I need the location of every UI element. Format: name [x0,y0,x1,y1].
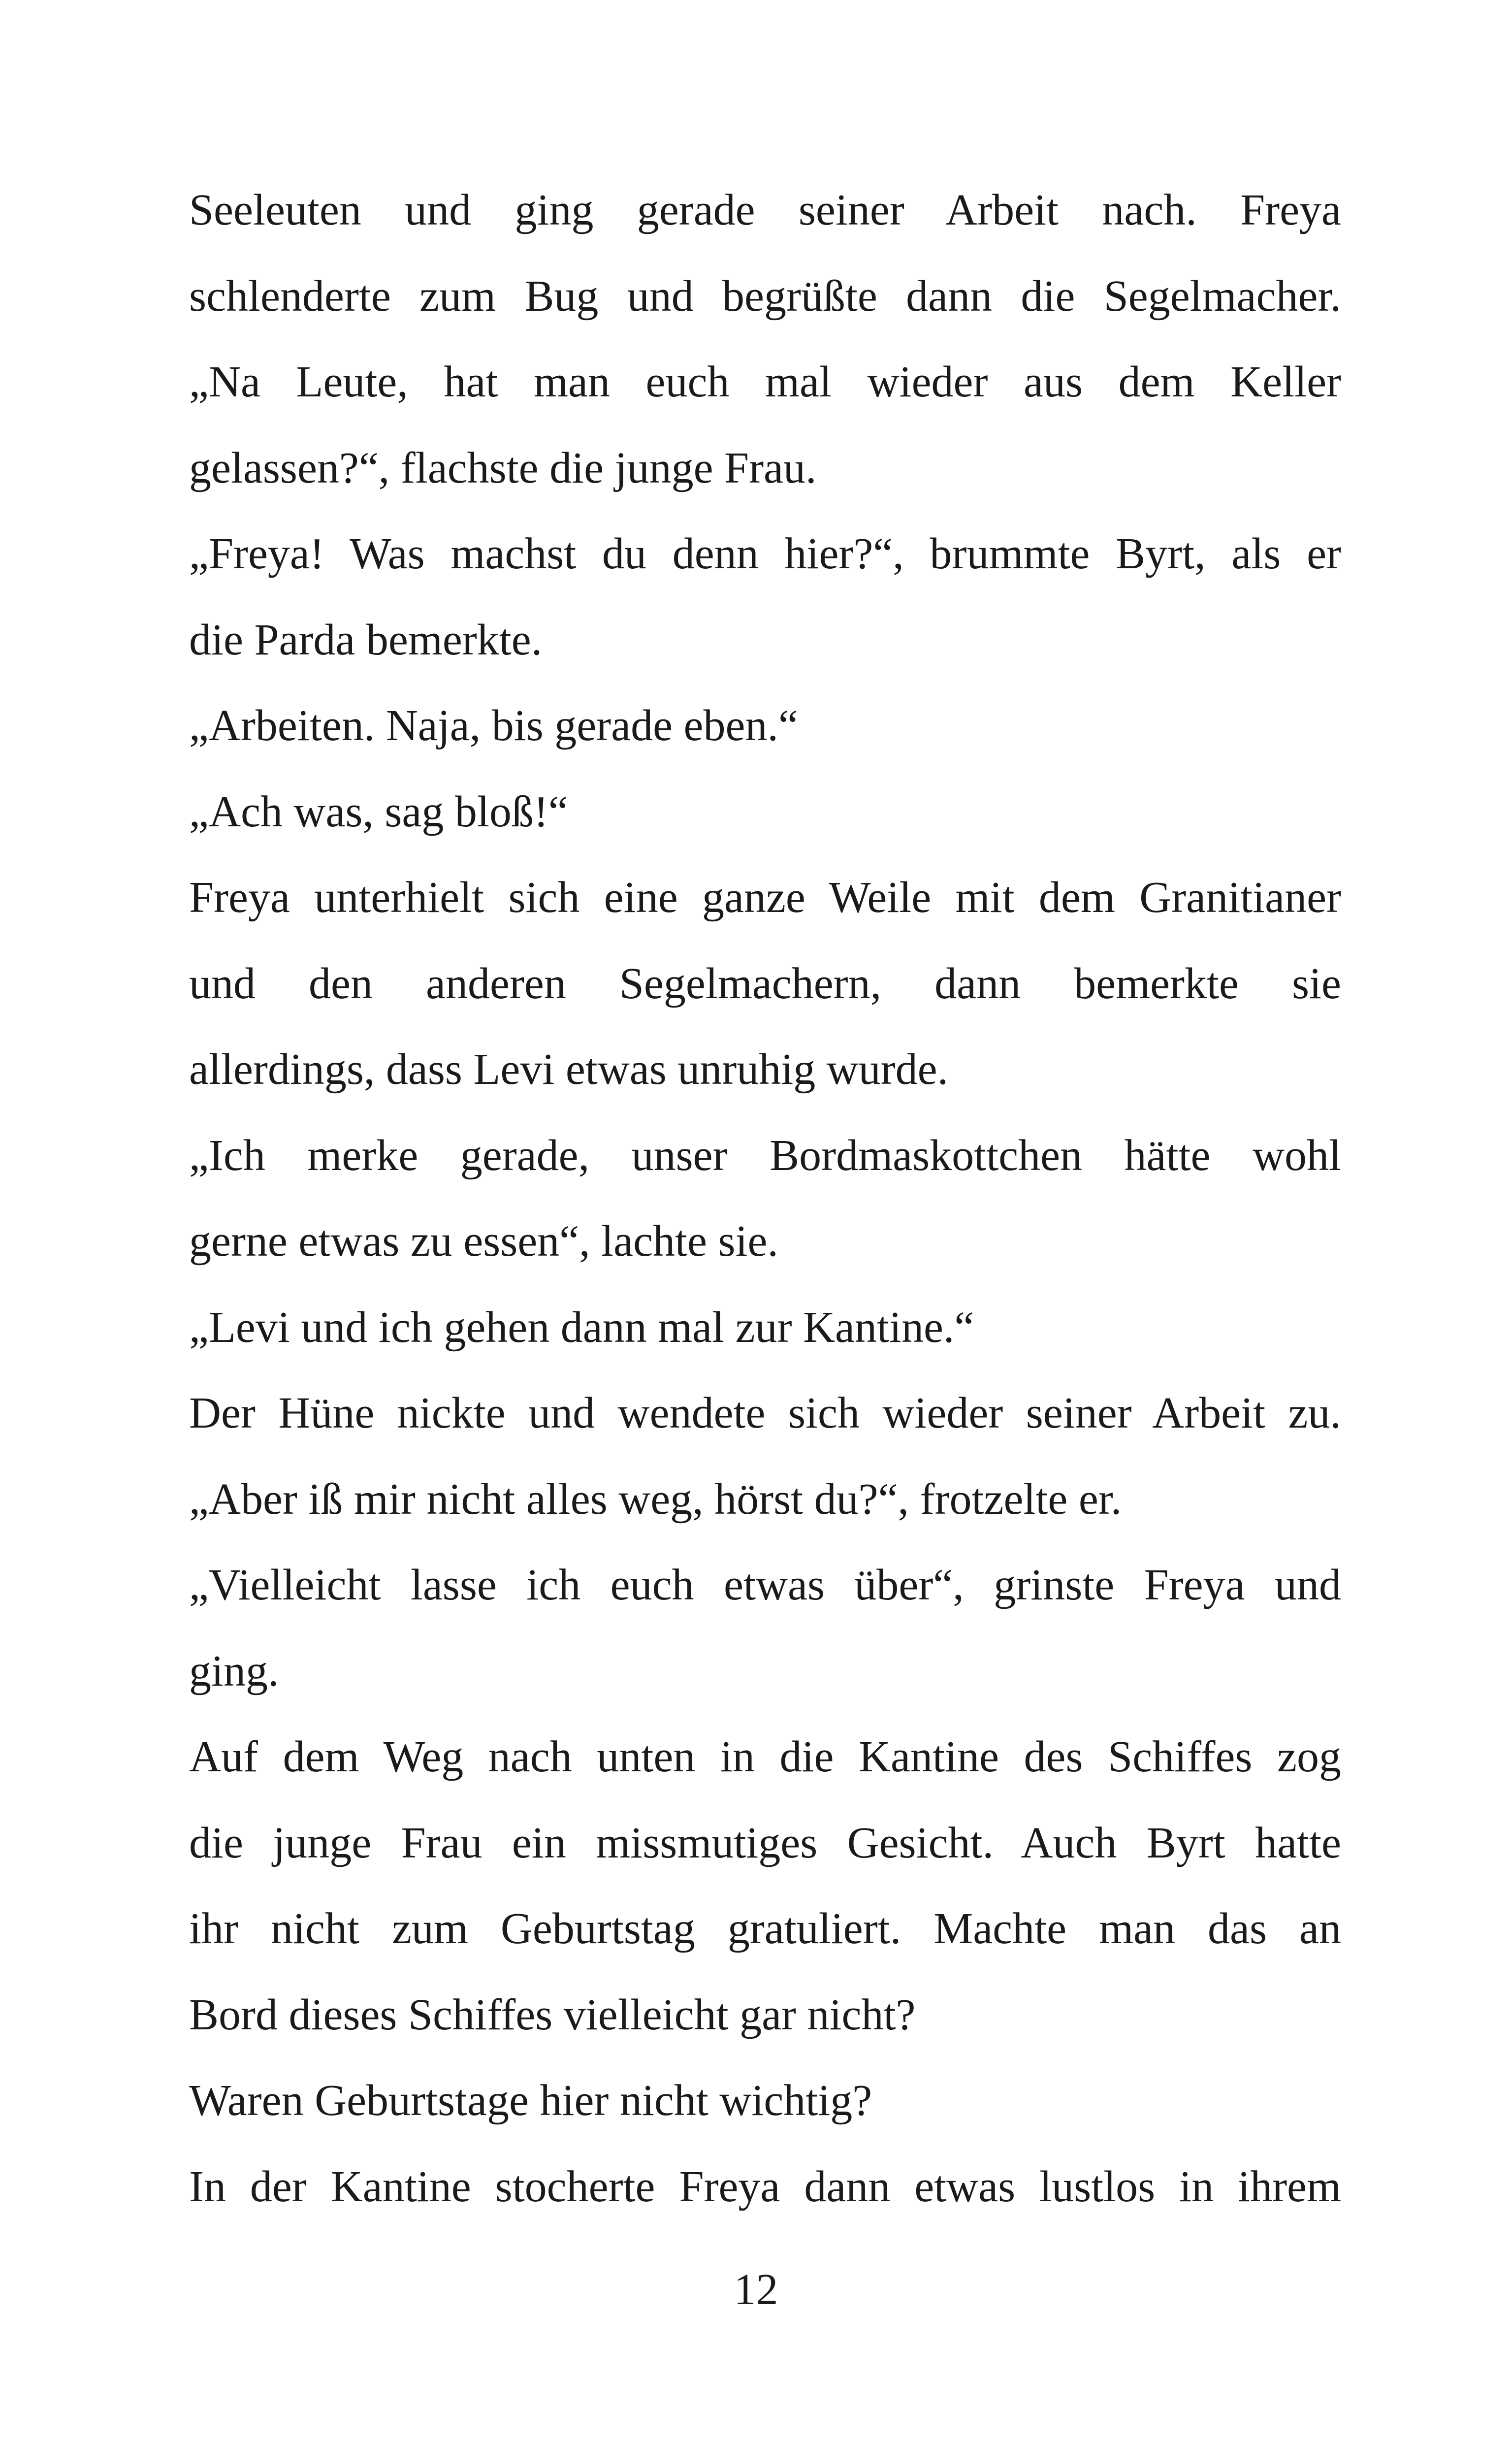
text-line-20: die junge Frau ein missmutiges Gesicht. Auch Byrt hatte [189,1818,1341,1867]
text-line-22: Bord dieses Schiffes vielleicht gar nicht? [189,1990,916,2039]
text-line-23: Waren Geburtstage hier nicht wichtig? [189,2076,872,2125]
text-line-2: schlenderte zum Bug und begrüßte dann die Segelmacher. [189,271,1341,321]
page-number: 12 [734,2265,778,2314]
text-line-4: gelassen?“, flachste die junge Frau. [189,443,817,492]
text-line-1: Seeleuten und ging gerade seiner Arbeit nach. Freya [189,186,1341,234]
text-line-3: „Na Leute, hat man euch mal wieder aus dem Keller [189,358,1341,406]
text-line-13: gerne etwas zu essen“, lachte sie. [189,1217,778,1266]
text-line-17: „Vielleicht lasse ich euch etwas über“, grinste Freya und [189,1561,1341,1609]
text-line-7: „Arbeiten. Naja, bis gerade eben.“ [189,701,798,750]
text-line-9: Freya unterhielt sich eine ganze Weile mit dem Granitianer [189,873,1341,922]
text-line-15: Der Hüne nickte und wendete sich wieder seiner Arbeit zu. [189,1389,1341,1437]
body-text [189,167,1341,2230]
text-line-24: In der Kantine stocherte Freya dann etwas lustlos in ihrem [189,2162,1341,2211]
text-line-8: „Ach was, sag bloß!“ [189,787,568,836]
text-line-18: ging. [189,1646,279,1695]
text-line-21: ihr nicht zum Geburtstag gratuliert. Machte man das an [189,1904,1341,1953]
text-line-10: und den anderen Segelmachern, dann bemerkte sie [189,959,1341,1008]
text-line-12: „Ich merke gerade, unser Bordmaskottchen hätte wohl [189,1131,1341,1180]
text-line-6: die Parda bemerkte. [189,615,543,664]
text-line-19: Auf dem Weg nach unten in die Kantine des Schiffes zog [189,1732,1341,1781]
text-line-14: „Levi und ich gehen dann mal zur Kantine.“ [189,1303,974,1352]
text-line-16: „Aber iß mir nicht alles weg, hörst du?“, frotzelte er. [189,1474,1122,1524]
text-line-11: allerdings, dass Levi etwas unruhig wurde. [189,1045,949,1094]
text-line-5: „Freya! Was machst du denn hier?“, brummte Byrt, als er [189,529,1341,578]
